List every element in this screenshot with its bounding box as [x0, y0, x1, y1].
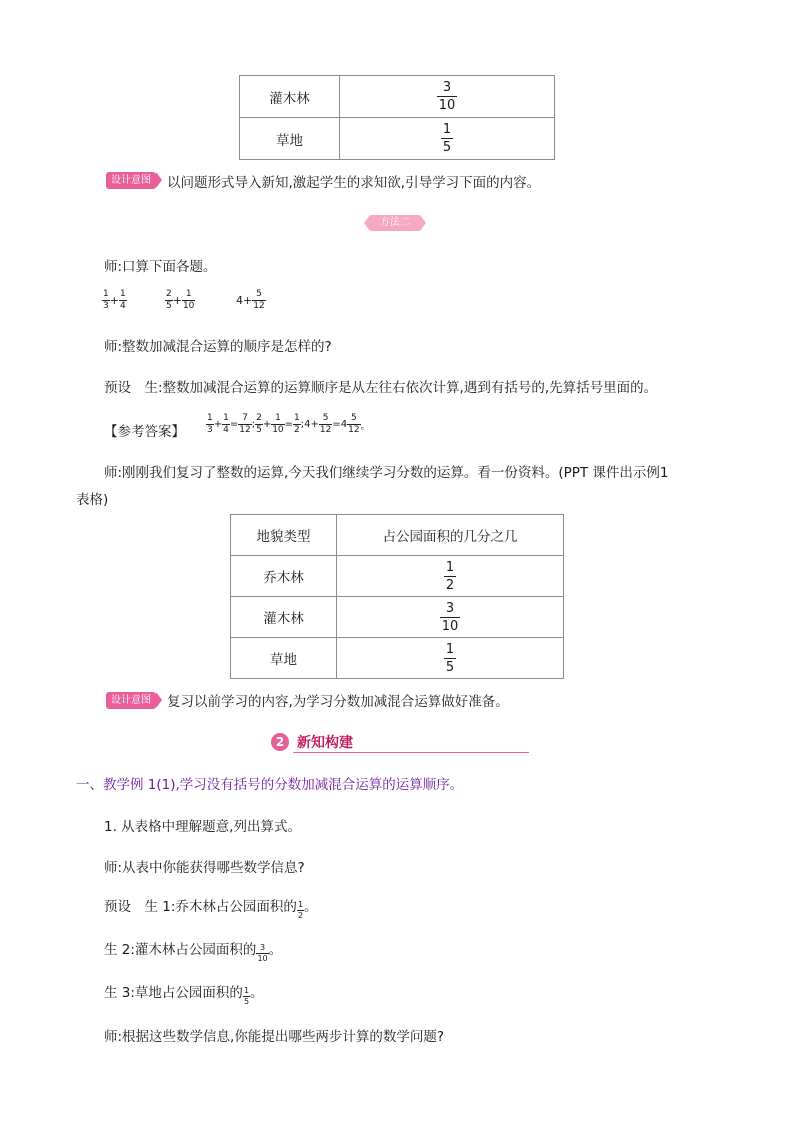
design-intent-badge: 设计意图 — [106, 692, 156, 709]
answer-line: 生 3:草地占公园面积的 $\frac{1}{5}$ 。 — [104, 985, 264, 1006]
table-cell-fraction: $\frac{3}{10}$ — [340, 76, 555, 118]
paragraph-continuation: 表格) — [76, 492, 109, 508]
oral-calc-row — [102, 290, 302, 320]
table-cell-fraction: $\frac{1}{2}$ — [337, 556, 564, 597]
table-header-cell: 地貌类型 — [231, 515, 337, 556]
paragraph: 师:刚刚我们复习了整数的运算,今天我们继续学习分数的运算。看一份资料。(PPT 课件出示例1 — [104, 465, 669, 481]
section-number: 2 — [271, 733, 289, 751]
design-intent-badge: 设计意图 — [106, 172, 156, 189]
design-intent-text: 复习以前学习的内容,为学习分数加减混合运算做好准备。 — [167, 694, 509, 710]
answer-line: 生 2:灌木林占公园面积的 $\frac{3}{10}$ 。 — [104, 942, 283, 963]
answer-expressions: $\frac{1}{3}$ + $\frac{1}{4}$ = $\frac{7}{12}$ ; $\frac{2}{5}$ + $\frac{1}{10}$ = $\frac{1}{2}$ ;4+ $\frac{5}{12}$ =4 $\frac{5}{12}$ 。 — [207, 413, 371, 435]
paragraph: 师:从表中你能获得哪些数学信息? — [104, 860, 305, 876]
section-heading: 一、教学例 1(1),学习没有括号的分数加减混合运算的运算顺序。 — [76, 777, 464, 793]
oral-expr-2: $\frac{2}{5}$ + $\frac{1}{10}$ — [166, 289, 195, 311]
step-title: 1. 从表格中理解题意,列出算式。 — [104, 819, 301, 835]
oral-expr-1: $\frac{1}{3}$ + $\frac{1}{4}$ — [103, 289, 126, 311]
table-cell-fraction: $\frac{1}{5}$ — [337, 638, 564, 679]
table-cell-fraction: $\frac{3}{10}$ — [337, 597, 564, 638]
table-cell-label: 灌木林 — [240, 76, 340, 118]
oral-expr-3: 4+ $\frac{5}{12}$ — [236, 289, 265, 311]
table-header-cell: 占公园面积的几分之几 — [337, 515, 564, 556]
table-cell-label: 乔木林 — [231, 556, 337, 597]
design-intent-text: 以问题形式导入新知,激起学生的求知欲,引导学习下面的内容。 — [167, 175, 541, 191]
section-underline — [293, 752, 529, 753]
paragraph: 预设 生:整数加减混合运算的运算顺序是从左往右依次计算,遇到有括号的,先算括号里面的。 — [104, 380, 658, 396]
top-table — [239, 75, 555, 160]
table-cell-label: 草地 — [240, 118, 340, 160]
table-cell-label: 灌木林 — [231, 597, 337, 638]
paragraph: 师:口算下面各题。 — [104, 259, 217, 275]
answer-label: 【参考答案】 — [104, 424, 185, 440]
paragraph: 师:根据这些数学信息,你能提出哪些两步计算的数学问题? — [104, 1029, 445, 1045]
section-title: 新知构建 — [297, 735, 353, 751]
paragraph: 师:整数加减混合运算的顺序是怎样的? — [104, 339, 332, 355]
terrain-table — [230, 514, 564, 679]
section-header — [271, 731, 531, 755]
table-cell-fraction: $\frac{1}{5}$ — [340, 118, 555, 160]
table-cell-label: 草地 — [231, 638, 337, 679]
method-label: 方法二 — [370, 215, 420, 231]
reference-answer — [104, 414, 504, 444]
answer-line: 预设 生 1:乔木林占公园面积的 $\frac{1}{2}$ 。 — [104, 899, 318, 920]
